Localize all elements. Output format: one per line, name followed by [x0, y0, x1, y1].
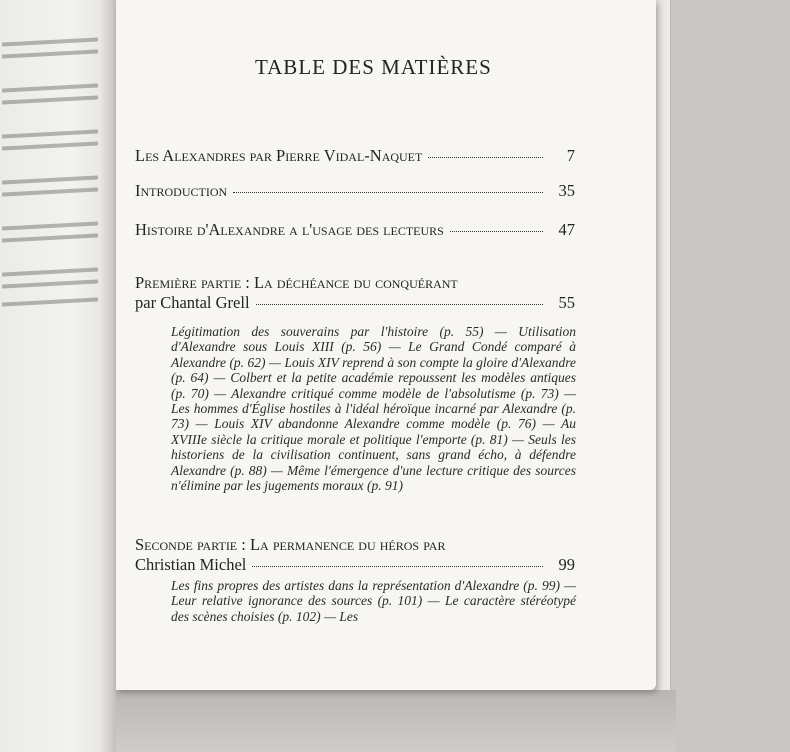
toc-entry-label: Histoire d'Alexandre a l'usage des lecteurs [135, 220, 444, 239]
toc-entry-page: 55 [558, 293, 575, 312]
leader-dots [252, 565, 543, 567]
section-summary-1: Légitimation des souverains par l'histoire (p. 55) — Utilisation d'Alexandre sous Louis XIII (p. 56) — Le Grand Condé comparé à Alexandre (p. 62) — Louis XIV reprend à son compte la gloire d'Alexandre (p. 64) — Colbert et la petite académie repoussent les modèles antiques (p. 70) — Alexandre critiqué comme modèle de l'absolutisme (p. 73) — Les hommes d'Église hostiles à l'idéal héroïque incarné par Alexandre (p. 73) — Louis XIV abandonne Alexandre comme modèle (p. 76) — Au XVIIIe siècle la critique morale et politique l'emporte (p. 81) — Seuls les historiens de la civilisation continuent, sans grand écho, à défendre Alexandre (p. 88) — Même l'émergence d'une lecture critique des sources n'élimine par les jugements moraux (p. 91) [171, 324, 576, 494]
toc-entry-label: par Chantal Grell [135, 293, 250, 312]
toc-entry-seconde-partie-heading [135, 535, 575, 555]
toc-entry-heading: Seconde partie : La permanence du héros par [135, 535, 446, 554]
toc-entry-histoire [135, 220, 575, 240]
book-shadow [116, 690, 676, 752]
toc-entry-label: Les Alexandres par Pierre Vidal-Naquet [135, 146, 423, 165]
toc-entry-label: Christian Michel [135, 555, 247, 574]
toc-entry-introduction [135, 181, 575, 201]
toc-entry-page: 47 [558, 220, 575, 239]
leader-dots [256, 303, 543, 305]
section-summary-2: Les fins propres des artistes dans la représentation d'Alexandre (p. 99) — Leur relative ignorance des sources (p. 101) — Le caractère stéréotypé des scènes choisies (p. 102) — Les [171, 578, 576, 624]
toc-entry-seconde-partie [135, 555, 575, 575]
toc-entry-label: Introduction [135, 181, 228, 200]
toc-entry-premiere-partie-heading [135, 273, 575, 293]
toc-entry-page: 99 [558, 555, 575, 574]
leader-dots [428, 156, 543, 158]
toc-entry-premiere-partie [135, 293, 575, 313]
toc-entry-les-alexandres [135, 146, 575, 166]
toc-title: TABLE DES MATIÈRES [255, 55, 492, 79]
toc-entry-heading: Première partie : La déchéance du conquérant [135, 273, 458, 292]
left-facing-page [0, 0, 120, 752]
toc-entry-page: 7 [566, 146, 575, 165]
toc-entry-page: 35 [558, 181, 575, 200]
leader-dots [233, 191, 543, 193]
leader-dots [450, 230, 543, 232]
